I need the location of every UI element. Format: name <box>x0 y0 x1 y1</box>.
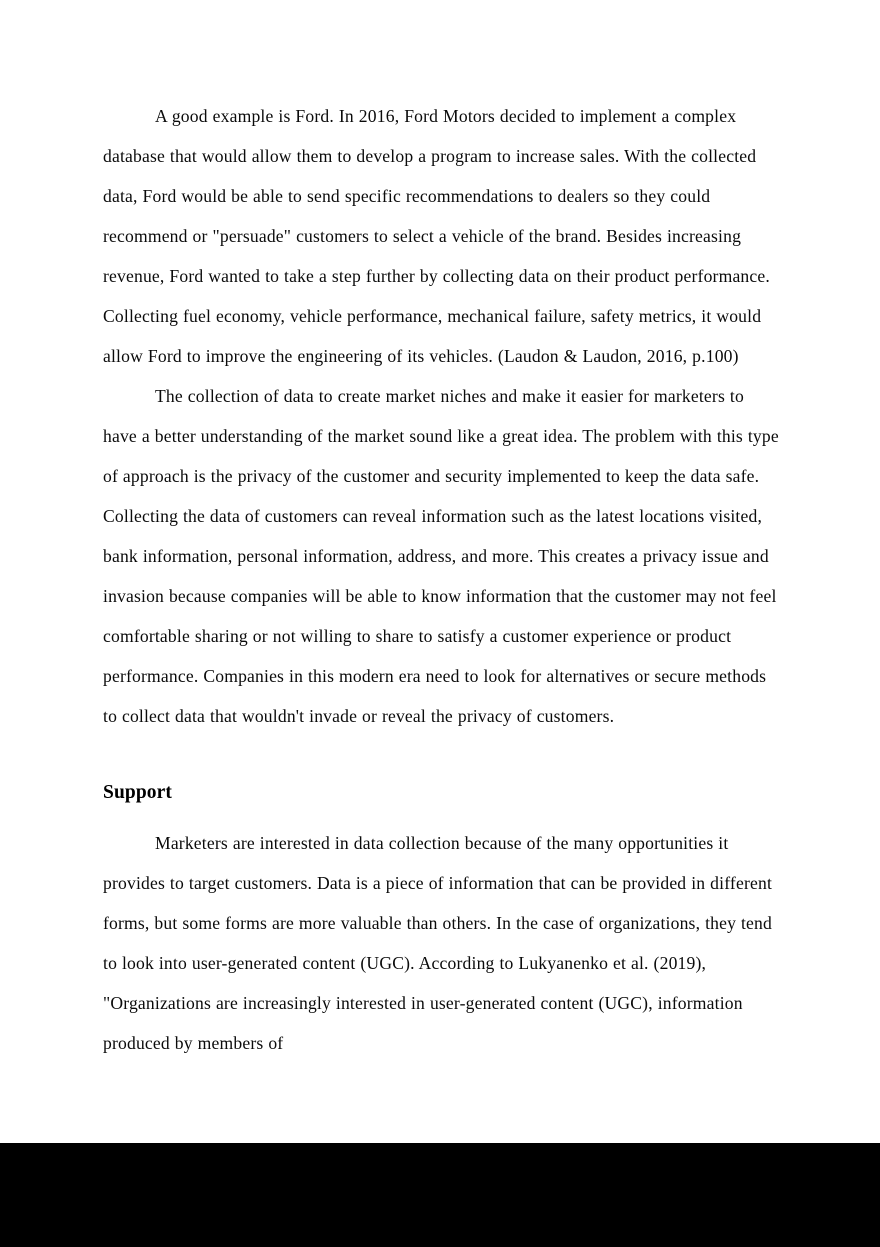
page-bottom-black-bar <box>0 1143 880 1247</box>
heading-bottom-spacer <box>103 813 781 823</box>
paragraph-ford-example: A good example is Ford. In 2016, Ford Motors decided to implement a complex database that would allow them to develop a program to increase sales. With the collected data, Ford would be able to send specific recommendations to dealers so they could recommend or "persuade" customers to select a vehicle of the brand. Besides increasing revenue, Ford wanted to take a step further by collecting data on their product performance. Collecting fuel economy, vehicle performance, mechanical failure, safety metrics, it would allow Ford to improve the engineering of its vehicles. (Laudon & Laudon, 2016, p.100) <box>103 106 770 366</box>
heading-top-spacer <box>103 736 781 773</box>
heading-support: Support <box>103 782 172 803</box>
paragraph-support-ugc: Marketers are interested in data collection because of the many opportunities it provides to target customers. Data is a piece of information that can be provided in different forms, but some forms are more valuable than others. In the case of organizations, they tend to look into user-generated content (UGC). According to Lukyanenko et al. (2019), "Organizations are increasingly interested in user-generated content (UGC), information produced by members of <box>103 833 773 1053</box>
paragraph-privacy-concerns: The collection of data to create market niches and make it easier for marketers to have a better understanding of the market sound like a great idea. The problem with this type of approach is the privacy of the customer and security implemented to keep the data safe. Collecting the data of customers can reveal information such as the latest locations visited, bank information, personal information, address, and more. This creates a privacy issue and invasion because companies will be able to know information that the customer may not feel comfortable sharing or not willing to share to satisfy a customer experience or product performance. Companies in this modern era need to look for alternatives or secure methods to collect data that wouldn't invade or reveal the privacy of customers. <box>103 386 779 726</box>
document-text-column <box>103 96 781 1063</box>
